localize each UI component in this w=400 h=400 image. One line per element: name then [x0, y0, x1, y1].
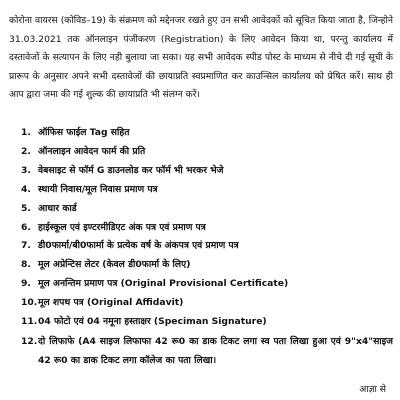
list-item [21, 143, 393, 162]
signoff-text: आज्ञा से [359, 384, 386, 395]
list-item-text: दो लिफाफे (A4 साइज लिफाफा 42 रू0 का डाक टिकट लगा स्व पता लिखा हुआ एवं 9"x4"साइज 42 रू0 का डाक टिकट लगा कॉलेज का पता लिखा। [38, 335, 393, 366]
list-item-text: मूल अप्रेन्टिस लेटर (केवल डी0फार्मा के लिए) [38, 259, 191, 271]
list-item [21, 162, 393, 181]
list-item-text: मूल अनन्तिम प्रमाण पत्र (Original Provisional Certificate) [38, 278, 289, 290]
document-checklist [21, 124, 393, 370]
list-item-text: ऑनलाइन आवेदन फार्म की प्रति [38, 145, 146, 157]
list-item-number: 1. [21, 127, 31, 138]
list-item-number: 7. [21, 240, 31, 252]
list-item [21, 332, 393, 370]
list-item-text: 04 फोटो एवं 04 नमूना हस्ताक्षर (Speciman Signature) [38, 316, 267, 328]
list-item [21, 275, 393, 294]
list-item-text: स्थायी निवास/मूल निवास प्रमाण पत्र [38, 183, 158, 195]
list-item-number: 12. [21, 335, 38, 347]
list-item [21, 256, 393, 275]
list-item-number: 5. [21, 202, 31, 214]
list-item-number: 2. [21, 145, 31, 157]
list-item-text: वेबसाइट से फॉर्म G डाउनलोड कर फॉर्म भी भरकर भेजे [38, 164, 224, 176]
list-item-number: 11. [21, 316, 38, 328]
list-item-number: 4. [21, 183, 31, 195]
list-item [21, 237, 393, 256]
list-item-text: मूल शपथ पत्र (Original Affidavit) [38, 297, 184, 309]
list-item-text: आधार कार्ड [38, 202, 77, 214]
list-item [21, 181, 393, 200]
list-item-number: 9. [21, 278, 31, 290]
list-item [21, 294, 393, 313]
list-item-text: हाईस्कूल एवं इण्टरमीडिएट अंक पत्र एवं प्रमाण पत्र [38, 221, 206, 233]
list-item [21, 219, 393, 238]
list-item-number: 8. [21, 259, 31, 271]
list-item-number: 10. [21, 297, 38, 309]
list-item [21, 200, 393, 219]
intro-paragraph: कोरोना वायरस (कोविड–19) के संक्रमण को मद्देनजर रखते हुए उन सभी आवेदकों को सूचित किया जाता है, जिन्होने 31.03.2021 तक ऑनलाइन पंजीकरण (Registration) के लिए आवेदन किया था, परन्तु कार्यालय में दस्तावेजों के सत्यापन के लिए नही बुलाया जा सका। यह सभी आवेदक स्पीड पोस्ट के माध्यम से नीचे दी गई सूची के प्रारूप के अनुसार अपने सभी दस्तावेजों की छायाप्रति स्वप्रमाणित कर काउन्सिल कार्यालय को प्रेषित करें। साथ ही आप द्वारा जमा की गई शुल्क की छायाप्रति भी संलग्न करें। [9, 15, 393, 101]
list-item-text: ऑफिस फाईल Tag सहित [38, 127, 130, 138]
list-item-number: 6. [21, 221, 31, 233]
list-item [21, 124, 393, 143]
list-item-number: 3. [21, 164, 31, 176]
list-item [21, 313, 393, 332]
list-item-text: डी0फार्मा/बी0फार्मा के प्रत्येक वर्ष के अंकपत्र एवं प्रमाण पत्र [38, 240, 239, 252]
